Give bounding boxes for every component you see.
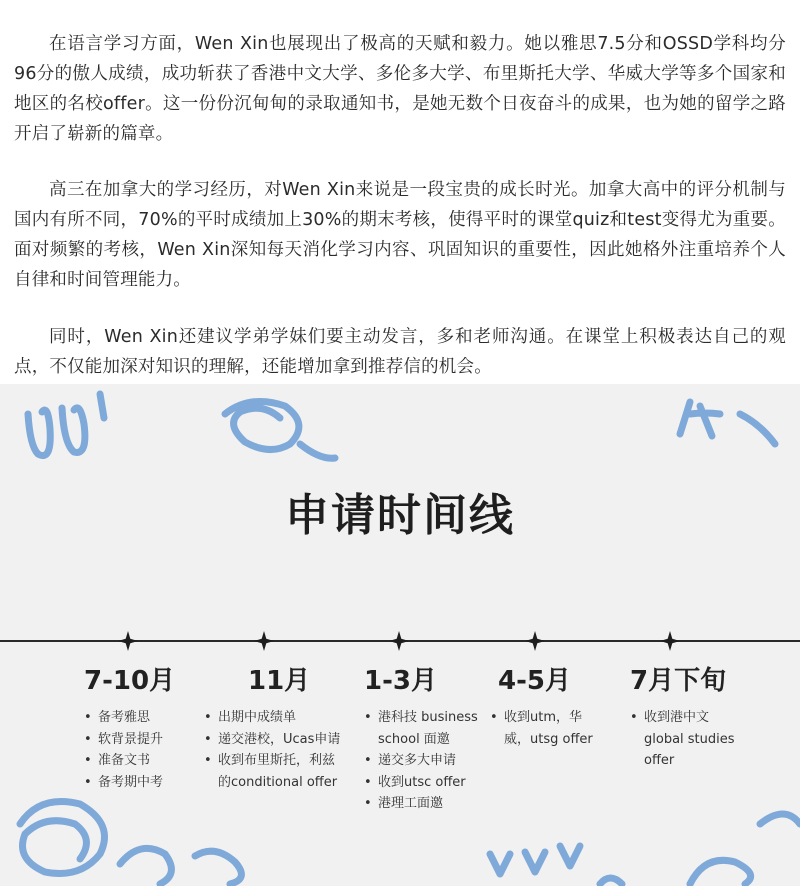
stage-item: • 港理工面邀 <box>364 793 478 815</box>
stage-items <box>204 707 340 793</box>
stage-item: • 准备文书 <box>84 750 175 772</box>
stage-item: • 收到港中文 global studies offer <box>630 707 735 772</box>
four-point-star-icon <box>525 631 545 651</box>
stage-item: • 递交港校，Ucas申请 <box>204 729 340 751</box>
stage-label: 1-3月 <box>364 666 437 696</box>
stage-item: • 港科技 business school 面邀 <box>364 707 478 750</box>
stage-items <box>490 707 593 750</box>
timeline-poster <box>0 384 800 886</box>
four-point-star-icon <box>254 631 274 651</box>
article-paragraph: 高三在加拿大的学习经历，对Wen Xin来说是一段宝贵的成长时光。加拿大高中的评分机制与国内有所不同，70%的平时成绩加上30%的期末考核，使得平时的课堂quiz和test变得尤为重要。面对频繁的考核，Wen Xin深知每天消化学习内容、巩固知识的重要性，因此她格外注重培养个人自律和时间管理能力。 <box>14 180 786 290</box>
stage-item: • 软背景提升 <box>84 729 175 751</box>
stage-label: 11月 <box>248 666 311 696</box>
stage-items <box>630 707 735 772</box>
article-paragraph: 在语言学习方面，Wen Xin也展现出了极高的天赋和毅力。她以雅思7.5分和OSSD学科均分96分的傲人成绩，成功斩获了香港中文大学、多伦多大学、布里斯托大学、华威大学等多个国家和地区的名校offer。这一份份沉甸甸的录取通知书，是她无数个日夜奋斗的成果，也为她的留学之路开启了崭新的篇章。 <box>14 34 786 144</box>
stage-item: • 备考雅思 <box>84 707 175 729</box>
timeline-stage <box>364 660 478 815</box>
stage-item: • 收到utm，华 威，utsg offer <box>490 707 593 750</box>
timeline-stage <box>84 660 175 793</box>
stage-item: • 收到utsc offer <box>364 772 478 794</box>
stage-label: 4-5月 <box>498 666 571 696</box>
article-paragraph: 同时，Wen Xin还建议学弟学妹们要主动发言，多和老师沟通。在课堂上积极表达自己的观点，不仅能加深对知识的理解，还能增加拿到推荐信的机会。 <box>14 327 786 377</box>
timeline-stage <box>630 660 735 772</box>
stage-label: 7月下旬 <box>630 666 727 696</box>
four-point-star-icon <box>660 631 680 651</box>
timeline-title: 申请时间线 <box>285 490 515 541</box>
article-body <box>0 0 800 384</box>
timeline-stage <box>490 660 593 750</box>
four-point-star-icon <box>118 631 138 651</box>
stage-label: 7-10月 <box>84 666 176 696</box>
stage-item: • 出期中成绩单 <box>204 707 340 729</box>
stage-item: • 备考期中考 <box>84 772 175 794</box>
stage-items <box>84 707 175 793</box>
four-point-star-icon <box>389 631 409 651</box>
stage-items <box>364 707 478 815</box>
stage-item: • 收到布里斯托，利兹 的conditional offer <box>204 750 340 793</box>
timeline-stage <box>204 660 340 793</box>
stage-item: • 递交多大申请 <box>364 750 478 772</box>
